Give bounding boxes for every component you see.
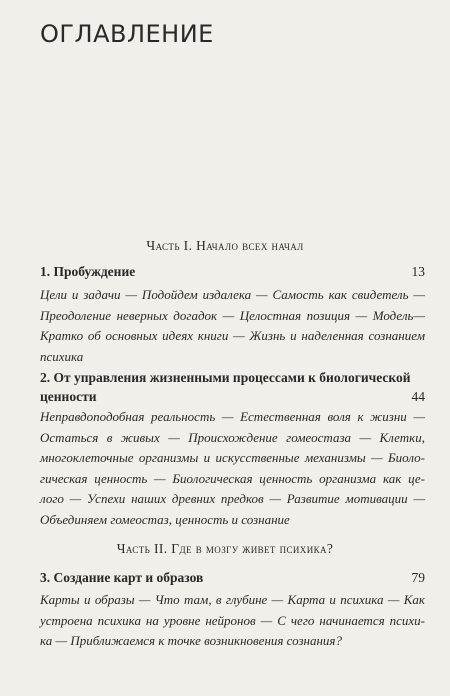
- chapter-title: ценности: [40, 389, 97, 404]
- chapter-description: [40, 590, 425, 652]
- chapter-page-number: 13: [411, 264, 425, 279]
- chapter-description: [40, 285, 425, 367]
- part-heading: Часть I. Начало всех начал: [146, 238, 304, 253]
- chapter-page-number: 44: [411, 389, 425, 404]
- description-line: устроена психика на уровне нейронов — С чего начинается психи-: [40, 612, 425, 628]
- description-line: ка — Приближаемся к точке возникновения сознания?: [40, 633, 342, 649]
- chapter-heading: [40, 368, 425, 406]
- description-line: Цели и задачи — Подойдем издалека — Самость как свидетель —: [40, 287, 425, 302]
- description-line: многоклеточные организмы и искусственные механизмы — Биоло-: [40, 450, 425, 466]
- description-line: лого — Успехи наших древних предков — Развитие мотивации —: [40, 491, 425, 507]
- chapter-heading: [40, 262, 425, 281]
- description-line: Остаться в живых — Происхождение гомеостаза — Клетки,: [40, 429, 425, 445]
- page-title: ОГЛАВЛЕНИЕ: [40, 20, 214, 48]
- description-line: Объединяем гомеостаз, ценность и сознание: [40, 511, 290, 527]
- description-line: Кратко об основных идеях книги — Жизнь и наделенная сознанием: [40, 328, 425, 344]
- description-line: гическая ценность — Биологическая ценность организма как це-: [40, 470, 425, 486]
- chapter-heading: [40, 568, 425, 587]
- chapter-title: 3. Создание карт и образов: [40, 570, 204, 585]
- chapter-description: [40, 407, 425, 531]
- description-line: психика: [40, 348, 84, 364]
- part-heading: Часть II. Где в мозгу живет психика?: [116, 541, 334, 556]
- chapter-title: 2. От управления жизненными процессами к биологической: [40, 370, 411, 385]
- chapter-page-number: 79: [411, 570, 425, 585]
- description-line: Преодоление неверных догадок — Целостная позиция — Модель—: [40, 307, 425, 323]
- chapter-title: 1. Пробуждение: [40, 264, 136, 279]
- description-line: Неправдоподобная реальность — Естественная воля к жизни —: [40, 409, 425, 424]
- description-line: Карты и образы — Что там, в глубине — Карта и психика — Как: [40, 592, 425, 607]
